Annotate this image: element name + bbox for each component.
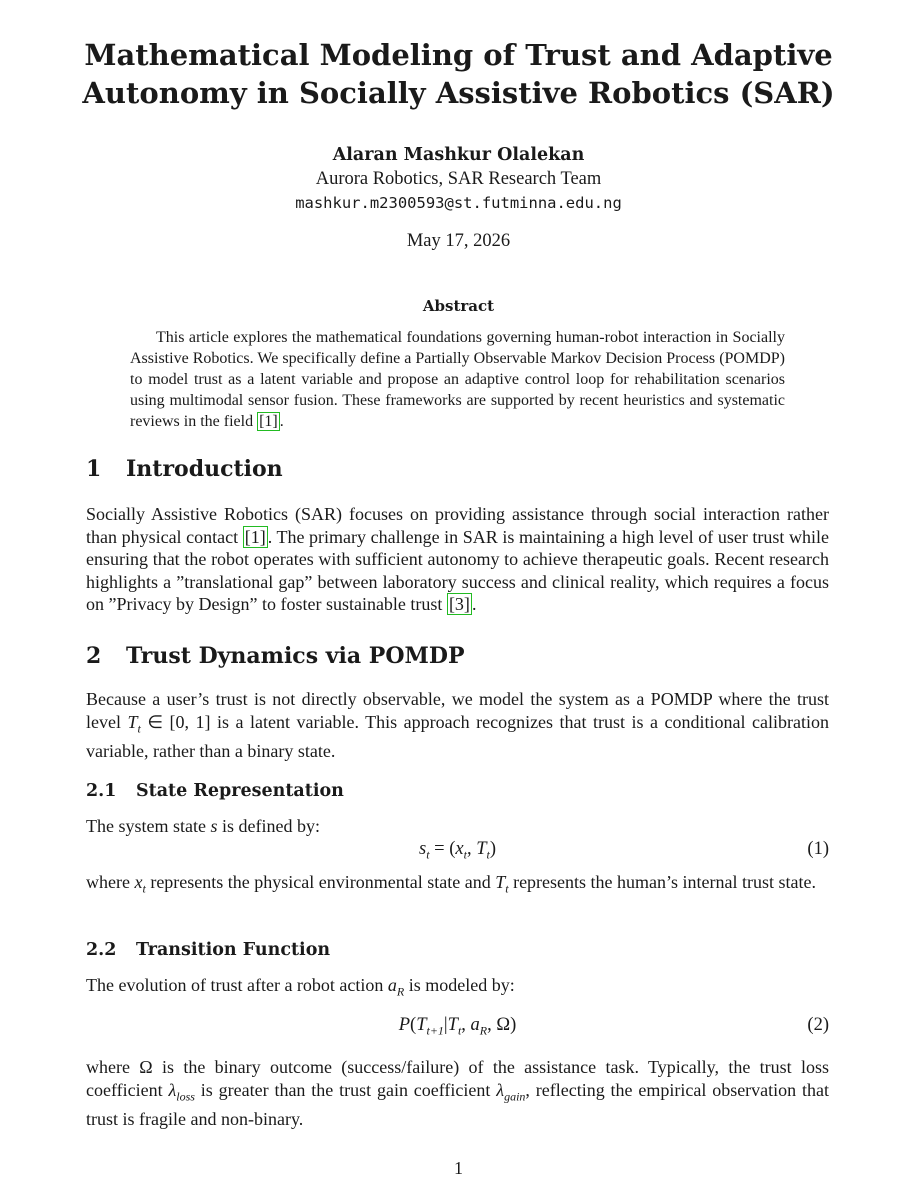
abstract-text — [130, 327, 785, 432]
author-email: mashkur.m2300593@st.futminna.edu.ng — [295, 194, 622, 212]
equation-number: (2) — [807, 1015, 829, 1035]
section-title: Trust Dynamics via POMDP — [126, 643, 465, 669]
abstract-heading: Abstract — [422, 297, 495, 315]
citation-link[interactable]: [3] — [448, 594, 470, 614]
citation-link[interactable]: [1] — [259, 413, 278, 430]
equation-formula: $P(T_{t+1}|T_t$, $a_R$, Ω) — [398, 1015, 517, 1038]
state-description — [86, 871, 829, 900]
section-heading-trust-dynamics — [86, 643, 465, 669]
equation-1 — [86, 839, 829, 863]
text-span: is modeled by: — [404, 975, 515, 995]
text-span: Socially Assistive Robotics (SAR) focuses on providing assistance through social interaction rather than physical contact — [86, 504, 829, 547]
subsection-number: 2.1 — [86, 781, 117, 801]
equation-formula: $s_t = (x_t$, $T_t$) — [418, 839, 497, 862]
introduction-paragraph — [86, 503, 829, 616]
author-name: Alaran Mashkur Olalekan — [332, 145, 585, 165]
math-subscript: gain — [504, 1089, 526, 1104]
citation-link[interactable]: [1] — [244, 526, 266, 547]
math-var: x — [134, 872, 143, 892]
lambda-symbol: λ — [168, 1079, 177, 1100]
trust-dynamics-paragraph — [86, 688, 829, 762]
text-span: where — [86, 872, 135, 892]
text-span: . The primary challenge in SAR is maintaining a high level of user trust while ensuring that the robot operates with sufficient autonomy to achieve therapeutic goals. Recent research highlights a ”translational gap” between laboratory success and clinical reality, which requires a focus on ”Privacy by Design” to foster sustainable trust — [86, 526, 829, 614]
text-span: is greater than the trust gain coefficient — [194, 1079, 497, 1100]
subsection-number: 2.2 — [86, 940, 117, 960]
text-span: The evolution of trust after a robot action — [86, 975, 388, 995]
subsection-title: Transition Function — [136, 940, 331, 960]
text-span: where Ω is the binary outcome (success/failure) of the assistance task. Typically, the trust loss coefficient — [86, 1057, 829, 1100]
math-subscript: t — [137, 721, 141, 736]
math-subscript: t — [505, 881, 509, 896]
text-span: is defined by: — [217, 816, 320, 836]
text-span: . — [471, 594, 477, 614]
text-span: , reflecting the empirical observation that trust is fragile and non-binary. — [86, 1079, 830, 1129]
transition-intro — [86, 974, 829, 1003]
text-span: The system state — [86, 816, 211, 836]
abstract-end: . — [279, 413, 284, 430]
section-heading-introduction — [86, 456, 283, 482]
subsection-heading-transition — [86, 940, 330, 960]
math-span: ∈ [0, 1] — [140, 711, 211, 732]
lambda-symbol: λ — [496, 1079, 505, 1100]
section-number: 1 — [86, 456, 102, 482]
math-subscript: t — [142, 881, 146, 896]
equation-number: (1) — [807, 839, 829, 859]
math-subscript: R — [396, 984, 405, 999]
math-subscript: loss — [176, 1089, 195, 1104]
section-number: 2 — [86, 643, 102, 669]
state-intro — [86, 815, 829, 838]
text-span: Because a user’s trust is not directly observable, we model the system as a POMDP where the trust level — [86, 689, 829, 732]
text-span: is a latent variable. This approach recognizes that trust is a conditional calibration variable, rather than a binary state. — [86, 711, 829, 761]
section-title: Introduction — [126, 456, 283, 482]
math-var: a — [387, 975, 397, 995]
subsection-heading-state — [86, 781, 344, 801]
text-span: represents the physical environmental state and — [145, 872, 496, 892]
text-span: represents the human’s internal trust state. — [508, 872, 816, 892]
math-var: T — [495, 872, 506, 892]
paper-date: May 17, 2026 — [406, 231, 511, 251]
page-number: 1 — [454, 1158, 463, 1178]
abstract-body: This article explores the mathematical foundations governing human-robot interaction in Socially Assistive Robotics. We specifically define a Partially Observable Markov Decision Process (POMDP) to model trust as a latent variable and propose an adaptive control loop for rehabilitation scenarios using multimodal sensor fusion. These frameworks are supported by recent heuristics and systematic reviews in the field — [130, 329, 785, 430]
equation-2 — [86, 1015, 829, 1039]
subsection-title: State Representation — [136, 781, 344, 801]
author-affiliation: Aurora Robotics, SAR Research Team — [315, 169, 602, 189]
math-var: T — [127, 711, 138, 732]
transition-description — [86, 1056, 829, 1130]
paper-title: Mathematical Modeling of Trust and Adaptive Autonomy in Socially Assistive Robotics (SAR) — [82, 38, 835, 110]
math-var: s — [210, 816, 218, 836]
